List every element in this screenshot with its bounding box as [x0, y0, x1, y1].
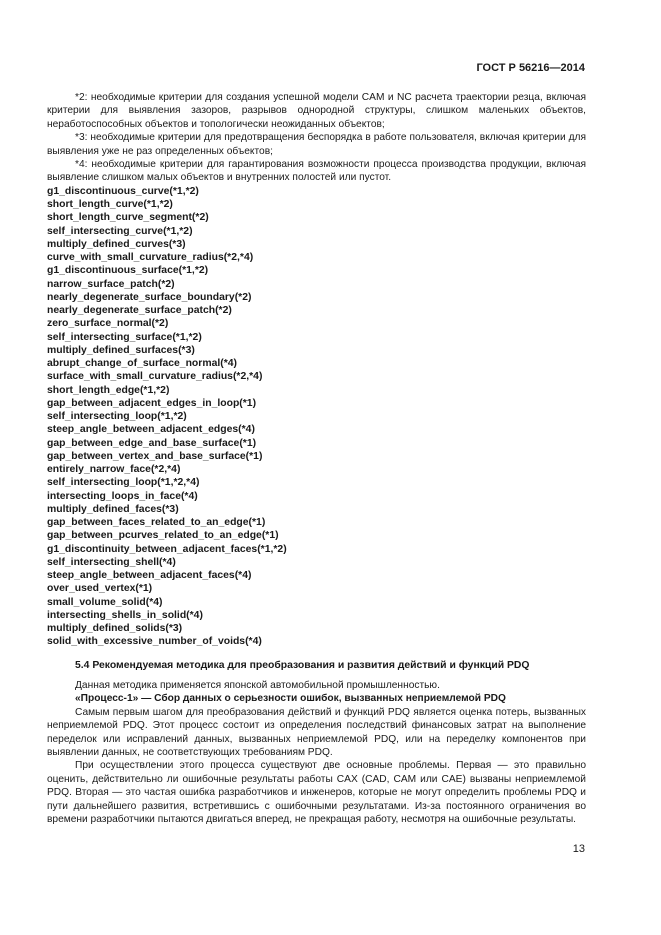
term-item: intersecting_loops_in_face(*4) — [47, 490, 198, 502]
term-item: gap_between_edge_and_base_surface(*1) — [47, 437, 257, 449]
term-item: surface_with_small_curvature_radius(*2,*4) — [47, 371, 263, 383]
term-item: gap_between_pcurves_related_to_an_edge(*1) — [47, 530, 279, 542]
term-item: multiply_defined_surfaces(*3) — [47, 344, 195, 356]
term-item: short_length_edge(*1,*2) — [47, 384, 170, 396]
term-item: intersecting_shells_in_solid(*4) — [47, 609, 203, 621]
term-item: self_intersecting_loop(*1,*2,*4) — [47, 477, 200, 489]
section-title: 5.4 Рекомендуемая методика для преобразования и развития действий и функций PDQ — [75, 659, 530, 671]
note-4: *4: необходимые критерии для гарантирования возможности процесса производства продукции, включая выявление слишком малых объектов и внутренних полостей или пустот. — [47, 159, 586, 184]
term-item: g1_discontinuous_curve(*1,*2) — [47, 185, 199, 197]
term-item: narrow_surface_patch(*2) — [47, 278, 175, 290]
term-item: multiply_defined_curves(*3) — [47, 238, 186, 250]
term-item: g1_discontinuous_surface(*1,*2) — [47, 265, 209, 277]
criteria-term-list — [47, 185, 586, 649]
term-item: entirely_narrow_face(*2,*4) — [47, 464, 181, 476]
term-item: gap_between_adjacent_edges_in_loop(*1) — [47, 397, 257, 409]
term-item: nearly_degenerate_surface_patch(*2) — [47, 305, 232, 317]
term-item: multiply_defined_solids(*3) — [47, 623, 183, 635]
term-item: multiply_defined_faces(*3) — [47, 503, 179, 515]
note-2: *2: необходимые критерии для создания успешной модели CAM и NC расчета траектории резца, включая критерии для выявления зазоров, разрывов однородной структуры, слишком маленьких объектов, неработоспособных объектов и топологически неожиданных объектов; — [47, 92, 586, 130]
term-item: gap_between_vertex_and_base_surface(*1) — [47, 450, 263, 462]
term-item: curve_with_small_curvature_radius(*2,*4) — [47, 252, 254, 264]
standard-header: ГОСТ Р 56216—2014 — [476, 62, 585, 74]
section-intro: Данная методика применяется японской автомобильной промышленностью. — [75, 680, 440, 691]
term-item: steep_angle_between_adjacent_edges(*4) — [47, 424, 255, 436]
term-item: self_intersecting_curve(*1,*2) — [47, 225, 193, 237]
term-item: self_intersecting_shell(*4) — [47, 556, 176, 568]
term-item: abrupt_change_of_surface_normal(*4) — [47, 358, 237, 370]
term-item: zero_surface_normal(*2) — [47, 318, 169, 330]
criteria-notes — [47, 91, 586, 185]
term-item: short_length_curve(*1,*2) — [47, 199, 173, 211]
body-paragraph: При осуществлении этого процесса существуют две основные проблемы. Первая — это правильно оценить, действительно ли ошибочные результаты работы CAX (CAD, CAM или CAE) вызваны неприемлемой PDQ. Вторая — это частая ошибка разработчиков и инженеров, которые не могут определить проблемы PDQ и пути дальнейшего развития, встретившись с ошибочными результатами. Из-за постоянного ограничения во времени разработчики пытаются двигаться вперед, не прекращая работу, несмотря на ошибочные результаты. — [47, 760, 586, 826]
term-item: over_used_vertex(*1) — [47, 583, 153, 595]
term-item: g1_discontinuity_between_adjacent_faces(*1,*2) — [47, 543, 287, 555]
body-paragraph: Самым первым шагом для преобразования действий и функций PDQ является оценка потерь, вызванных неприемлемой PDQ. Этот процесс состоит из определения последствий финансовых затрат на выполнение переделок или исправлений данных, вызванных неприемлемой PDQ, или на переделку компонентов при выявлении данных, не соответствующих требованиям PDQ. — [47, 706, 586, 759]
page-number: 13 — [572, 843, 585, 855]
note-3: *3: необходимые критерии для предотвращения беспорядка в работе пользователя, включая критерии для выявления уже не раз определенных объектов; — [47, 132, 586, 157]
term-item: gap_between_faces_related_to_an_edge(*1) — [47, 517, 266, 529]
term-item: short_length_curve_segment(*2) — [47, 212, 209, 224]
term-item: steep_angle_between_adjacent_faces(*4) — [47, 570, 252, 582]
term-item: solid_with_excessive_number_of_voids(*4) — [47, 636, 262, 648]
term-item: small_volume_solid(*4) — [47, 596, 163, 608]
term-item: self_intersecting_surface(*1,*2) — [47, 331, 202, 343]
page-content — [47, 91, 586, 826]
term-item: nearly_degenerate_surface_boundary(*2) — [47, 291, 252, 303]
process-subheading: «Процесс-1» — Сбор данных о серьезности ошибок, вызванных неприемлемой PDQ — [75, 693, 506, 705]
term-item: self_intersecting_loop(*1,*2) — [47, 411, 187, 423]
